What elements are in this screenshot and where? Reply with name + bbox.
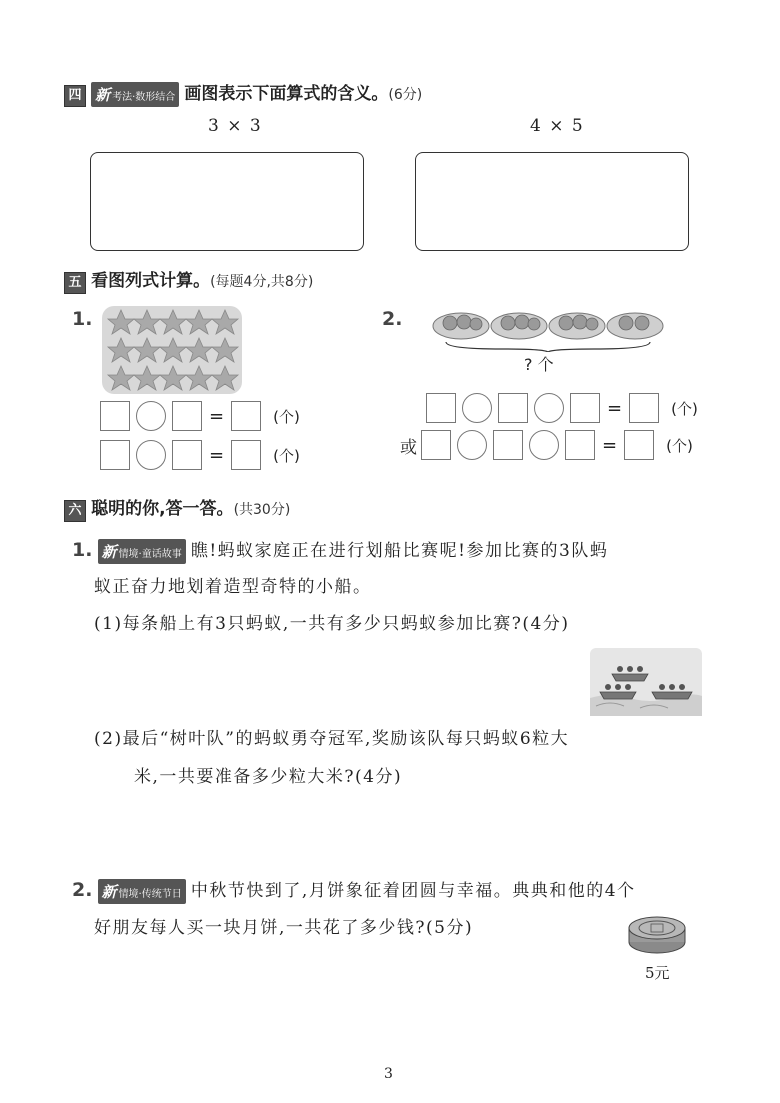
question-1-label: 1. xyxy=(72,308,93,330)
ant-boat-illustration xyxy=(590,648,702,716)
answer-box[interactable] xyxy=(570,393,600,423)
expression-1: 3 × 3 xyxy=(208,116,263,136)
question-6-2 xyxy=(72,876,636,904)
question-2-label: 2. xyxy=(382,308,403,330)
question-number: 1. xyxy=(72,539,93,561)
section-score: (6分) xyxy=(388,87,423,103)
apple-icon xyxy=(559,316,573,330)
ant-icon xyxy=(617,666,623,672)
answer-box[interactable] xyxy=(100,401,130,431)
equals-sign: = xyxy=(607,397,623,419)
ant-icon xyxy=(615,684,621,690)
section-title: 看图列式计算。 xyxy=(91,271,211,291)
section-score: (共30分) xyxy=(233,502,291,518)
ant-icon xyxy=(679,684,685,690)
answer-row-2 xyxy=(100,440,300,470)
apple-icon xyxy=(528,318,540,330)
answer-row-3 xyxy=(426,393,698,423)
drawing-box-2[interactable] xyxy=(415,152,689,251)
equals-sign: = xyxy=(602,434,618,456)
answer-box[interactable] xyxy=(565,430,595,460)
answer-box[interactable] xyxy=(421,430,451,460)
ant-icon xyxy=(669,684,675,690)
result-box[interactable] xyxy=(624,430,654,460)
operator-circle[interactable] xyxy=(136,401,166,431)
section-number: 五 xyxy=(64,272,86,294)
apple-icon xyxy=(443,316,457,330)
ant-icon xyxy=(659,684,665,690)
apple-icon xyxy=(470,318,482,330)
apple-icon xyxy=(457,315,471,329)
expression-2: 4 × 5 xyxy=(530,116,585,136)
brace-label: ? 个 xyxy=(524,355,554,374)
ant-icon xyxy=(627,666,633,672)
page-number: 3 xyxy=(384,1066,393,1082)
ant-icon xyxy=(625,684,631,690)
question-text-line: 中秋节快到了,月饼象征着团圆与幸福。典典和他的4个 xyxy=(190,881,636,901)
result-box[interactable] xyxy=(231,440,261,470)
question-number: 2. xyxy=(72,879,93,901)
question-text-line: 瞧!蚂蚁家庭正在进行划船比赛呢!参加比赛的3队蚂 xyxy=(190,541,609,561)
ant-icon xyxy=(605,684,611,690)
apple-plates-illustration xyxy=(432,304,664,352)
operator-circle[interactable] xyxy=(457,430,487,460)
sub-question-1: (1)每条船上有3只蚂蚁,一共有多少只蚂蚁参加比赛?(4分) xyxy=(94,614,570,634)
unit-label: (个) xyxy=(671,399,698,418)
boat-icon xyxy=(600,692,636,699)
apple-icon xyxy=(635,316,649,330)
section-4-heading xyxy=(64,79,422,107)
brace-icon xyxy=(446,342,650,352)
operator-circle[interactable] xyxy=(529,430,559,460)
sub-question-2-line-2: 米,一共要准备多少粒大米?(4分) xyxy=(134,767,403,787)
answer-box[interactable] xyxy=(426,393,456,423)
equals-sign: = xyxy=(209,405,225,427)
section-5-heading xyxy=(64,266,313,294)
apple-icon xyxy=(573,315,587,329)
stars-illustration xyxy=(100,304,245,396)
boat-icon xyxy=(652,692,692,699)
drawing-box-1[interactable] xyxy=(90,152,364,251)
new-method-tag: 新 考法·数形结合 xyxy=(91,82,179,107)
answer-box[interactable] xyxy=(493,430,523,460)
ant-icon xyxy=(637,666,643,672)
operator-circle[interactable] xyxy=(462,393,492,423)
section-score: (每题4分,共8分) xyxy=(210,274,314,290)
unit-label: (个) xyxy=(273,446,300,465)
section-number: 六 xyxy=(64,500,86,522)
boat-icon xyxy=(612,674,648,681)
apple-icon xyxy=(619,316,633,330)
answer-box[interactable] xyxy=(100,440,130,470)
equals-sign: = xyxy=(209,444,225,466)
apple-icon xyxy=(515,315,529,329)
result-box[interactable] xyxy=(231,401,261,431)
situation-tag: 新 情境·传统节日 xyxy=(98,879,186,904)
answer-box[interactable] xyxy=(498,393,528,423)
or-label: 或 xyxy=(400,437,417,458)
result-box[interactable] xyxy=(629,393,659,423)
price-label: 5元 xyxy=(645,964,670,982)
answer-row-1 xyxy=(100,401,300,431)
apple-icon xyxy=(586,318,598,330)
situation-tag: 新 情境·童话故事 xyxy=(98,539,186,564)
question-text-line: 蚁正奋力地划着造型奇特的小船。 xyxy=(94,577,372,597)
section-title: 聪明的你,答一答。 xyxy=(91,499,234,519)
section-title: 画图表示下面算式的含义。 xyxy=(184,84,389,104)
unit-label: (个) xyxy=(273,407,300,426)
question-6-1 xyxy=(72,536,608,564)
answer-row-4 xyxy=(400,430,693,460)
unit-label: (个) xyxy=(666,436,693,455)
answer-box[interactable] xyxy=(172,401,202,431)
operator-circle[interactable] xyxy=(534,393,564,423)
section-6-heading xyxy=(64,494,290,522)
operator-circle[interactable] xyxy=(136,440,166,470)
apple-icon xyxy=(501,316,515,330)
mooncake-icon xyxy=(626,912,688,956)
question-text-line: 好朋友每人买一块月饼,一共花了多少钱?(5分) xyxy=(94,918,474,938)
answer-box[interactable] xyxy=(172,440,202,470)
section-number: 四 xyxy=(64,85,86,107)
sub-question-2-line-1: (2)最后“树叶队”的蚂蚁勇夺冠军,奖励该队每只蚂蚁6粒大 xyxy=(94,729,570,749)
